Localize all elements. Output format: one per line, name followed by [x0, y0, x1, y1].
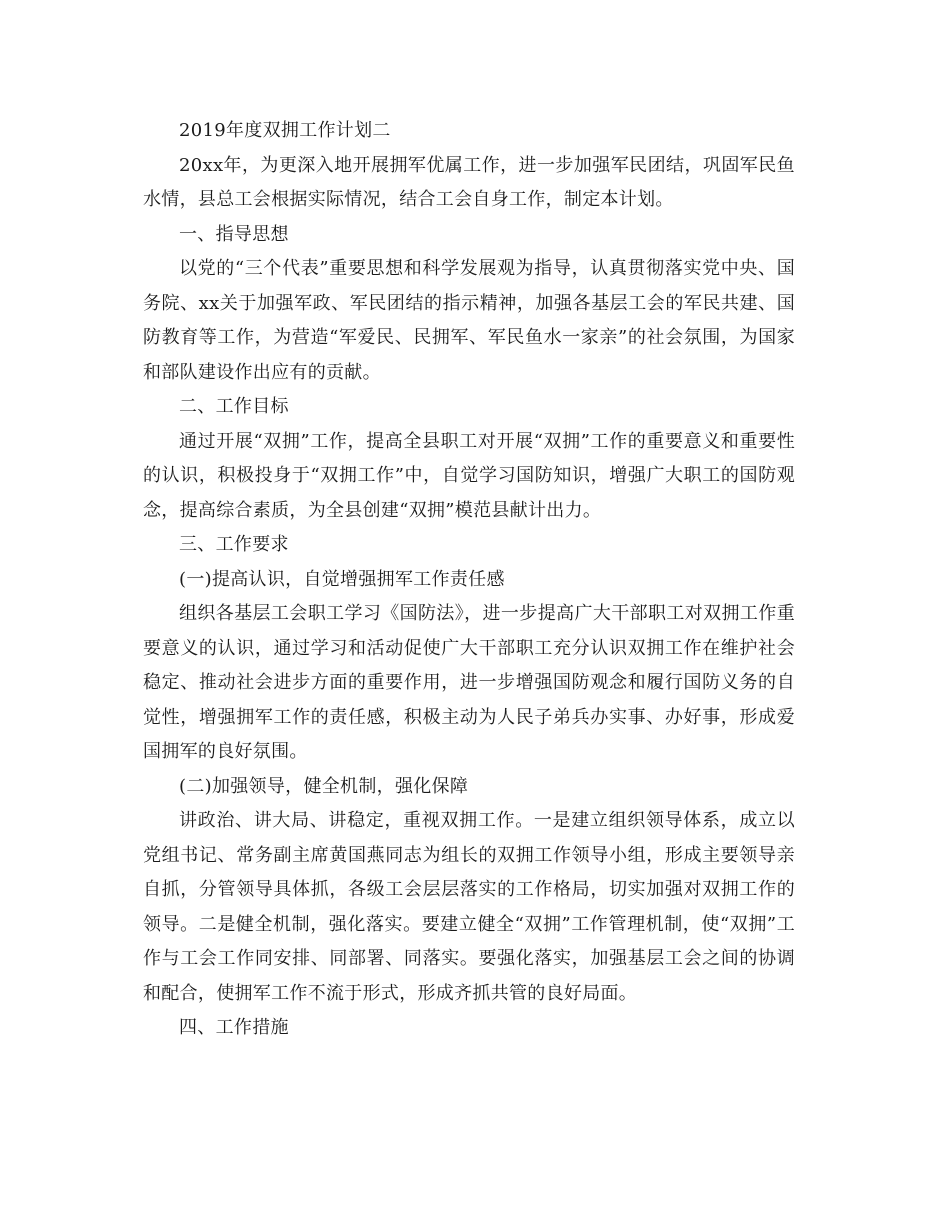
section-heading-work-requirements: 三、工作要求 [179, 534, 289, 555]
strengthen-leadership-paragraph: 讲政治、讲大局、讲稳定，重视双拥工作。一是建立组织领导体系，成立以党组书记、常务副主席黄国燕同志为组长的双拥工作领导小组，形成主要领导亲自抓，分管领导具体抓，各级工会层层落实的工作格局，切实加强对双拥工作的领导。二是健全机制，强化落实。要建立健全“双拥”工作管理机制，使“双拥”工作与工会工作同安排、同部署、同落实。要强化落实，加强基层工会之间的协调和配合，使拥军工作不流于形式，形成齐抓共管的良好局面。 [143, 810, 795, 1004]
document-body [143, 114, 795, 1046]
section-heading-work-goal: 二、工作目标 [179, 396, 289, 417]
raise-awareness-paragraph: 组织各基层工会职工学习《国防法》，进一步提高广大干部职工对双拥工作重要意义的认识，通过学习和活动促使广大干部职工充分认识双拥工作在维护社会稳定、推动社会进步方面的重要作用，进一步增强国防观念和履行国防义务的自觉性，增强拥军工作的责任感，积极主动为人民子弟兵办实事、办好事，形成爱国拥军的良好氛围。 [143, 603, 795, 762]
work-goal-paragraph: 通过开展“双拥”工作，提高全县职工对开展“双拥”工作的重要意义和重要性的认识，积极投身于“双拥工作”中，自觉学习国防知识，增强广大职工的国防观念，提高综合素质，为全县创建“双拥”模范县献计出力。 [143, 430, 795, 521]
section-heading-work-measures: 四、工作措施 [179, 1017, 289, 1038]
subsection-heading-raise-awareness: (一)提高认识，自觉增强拥军工作责任感 [179, 568, 505, 590]
subsection-heading-strengthen-leadership: (二)加强领导，健全机制，强化保障 [179, 775, 469, 797]
guiding-thought-paragraph: 以党的“三个代表”重要思想和科学发展观为指导，认真贯彻落实党中央、国务院、xx关于加强军政、军民团结的指示精神，加强各基层工会的军民共建、国防教育等工作，为营造“军爱民、民拥军、军民鱼水一家亲”的社会氛围，为国家和部队建设作出应有的贡献。 [143, 258, 795, 383]
intro-paragraph: 20xx年，为更深入地开展拥军优属工作，进一步加强军民团结，巩固军民鱼水情，县总工会根据实际情况，结合工会自身工作，制定本计划。 [143, 154, 795, 210]
document-title: 2019年度双拥工作计划二 [179, 120, 391, 141]
section-heading-guiding-thought: 一、指导思想 [179, 223, 289, 245]
